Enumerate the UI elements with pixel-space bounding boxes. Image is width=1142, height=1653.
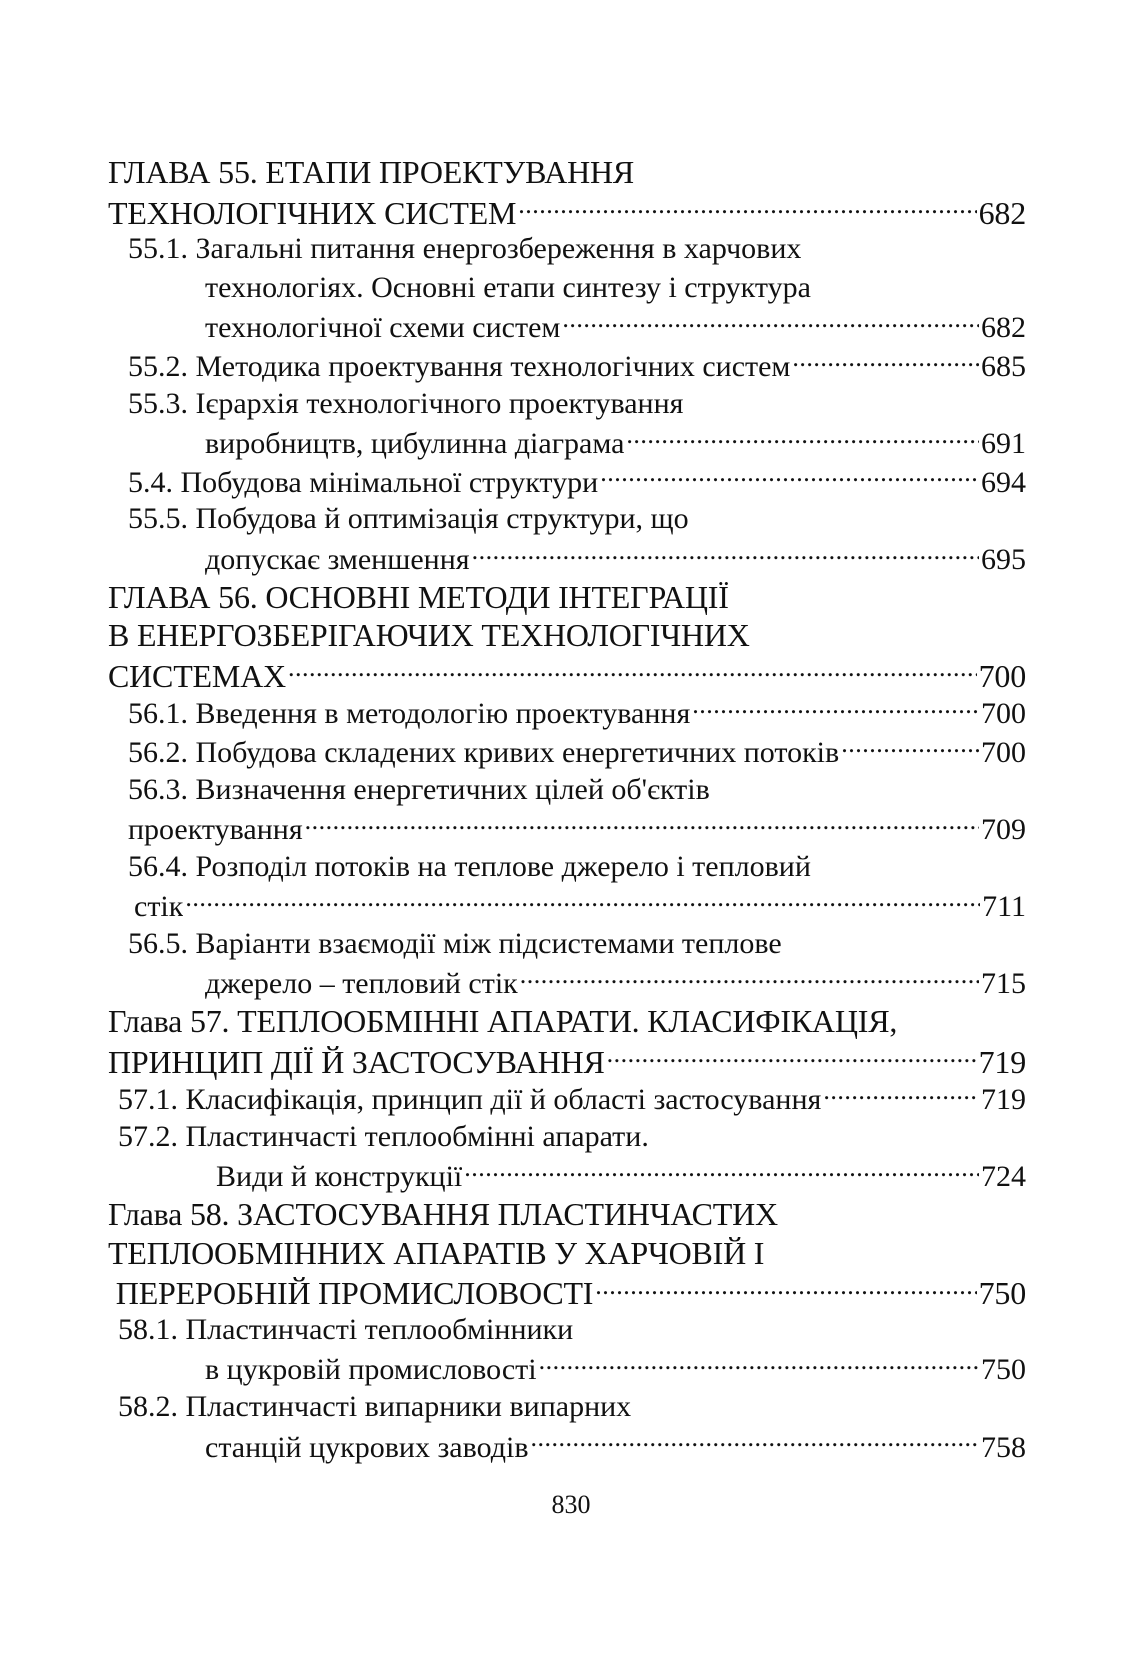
- page-ref: 700: [981, 697, 1026, 731]
- dot-leader: [183, 886, 980, 916]
- dot-leader: [593, 1272, 976, 1304]
- section-title: 56.5. Варіанти взаємодії між підсистемами теплове: [128, 926, 782, 960]
- section-title: 57.2. Пластинчасті теплообмінні апарати.: [118, 1119, 649, 1153]
- dot-leader: [537, 1349, 979, 1379]
- dot-leader: [598, 462, 979, 492]
- section-title: станцій цукрових заводів: [205, 1430, 529, 1464]
- dot-leader: [462, 1156, 979, 1186]
- page-ref: 700: [981, 735, 1026, 769]
- section-title: 57.1. Класифікація, принцип дії й області застосування: [118, 1083, 822, 1117]
- page-ref: 709: [981, 813, 1026, 847]
- chapter-title: ПЕРЕРОБНІЙ ПРОМИСЛОВОСТІ: [108, 1275, 594, 1312]
- section-title: стік: [134, 890, 184, 924]
- section-title: допускає зменшення: [205, 542, 470, 576]
- dot-leader: [821, 1079, 979, 1109]
- section-title: технологіях. Основні етапи синтезу і структура: [205, 270, 811, 304]
- page-ref: 711: [982, 890, 1026, 924]
- page-number: 830: [551, 1490, 591, 1519]
- dot-leader: [790, 346, 979, 376]
- dot-leader: [303, 809, 979, 839]
- section-title: проектування: [128, 813, 303, 847]
- section-title: Види й конструкції: [216, 1160, 463, 1194]
- section-title: в цукровій промисловості: [205, 1353, 537, 1387]
- page-ref: 700: [978, 657, 1026, 694]
- page-ref: 719: [981, 1083, 1026, 1117]
- section-title: виробництв, цибулинна діаграма: [205, 427, 625, 461]
- section-56-1: [108, 693, 1026, 732]
- section-55-3: [108, 385, 1026, 462]
- section-56-2: [108, 732, 1026, 771]
- dot-leader: [605, 1041, 977, 1073]
- section-57-2: [108, 1118, 1026, 1195]
- page-ref: 682: [981, 311, 1026, 345]
- section-title: 55.3. Ієрархія технологічного проектування: [128, 386, 684, 420]
- table-of-contents: [108, 153, 1026, 1465]
- page-ref: 685: [981, 349, 1026, 383]
- chapter-58: [108, 1195, 1026, 1311]
- page-ref: 758: [981, 1430, 1026, 1464]
- section-58-1: [108, 1311, 1026, 1388]
- page-ref: 750: [978, 1275, 1026, 1312]
- section-title: 55.5. Побудова й оптимізація структури, що: [128, 502, 689, 536]
- dot-leader: [516, 192, 976, 224]
- chapter-title: В ЕНЕРГОЗБЕРІГАЮЧИХ ТЕХНОЛОГІЧНИХ: [108, 617, 750, 654]
- chapter-title: ГЛАВА 56. ОСНОВНІ МЕТОДИ ІНТЕГРАЦІЇ: [108, 578, 729, 615]
- chapter-title: ГЛАВА 55. ЕТАПИ ПРОЕКТУВАННЯ: [108, 154, 635, 190]
- section-title: 55.1. Загальні питання енергозбереження в харчових: [128, 232, 802, 266]
- chapter-title: ТЕПЛООБМІННИХ АПАРАТІВ У ХАРЧОВІЙ І: [108, 1234, 765, 1271]
- section-55-5: [108, 500, 1026, 577]
- dot-leader: [624, 423, 979, 453]
- chapter-55: [108, 153, 1026, 230]
- dot-leader: [470, 539, 979, 569]
- section-title: технологічної схеми систем: [205, 311, 561, 345]
- section-title: 58.2. Пластинчасті випарники випарних: [118, 1390, 632, 1423]
- dot-leader: [690, 693, 979, 723]
- page-ref: 682: [978, 194, 1026, 231]
- page-ref: 715: [981, 967, 1026, 1001]
- page-ref: 695: [981, 542, 1026, 576]
- section-5-4: [108, 462, 1026, 501]
- section-56-4: [108, 848, 1026, 925]
- chapter-title: Глава 58. ЗАСТОСУВАННЯ ПЛАСТИНЧАСТИХ: [108, 1196, 778, 1233]
- section-title: 56.1. Введення в методологію проектування: [128, 697, 691, 731]
- chapter-title: ПРИНЦИП ДІЇ Й ЗАСТОСУВАННЯ: [108, 1043, 605, 1080]
- page-ref: 724: [981, 1160, 1026, 1194]
- section-56-3: [108, 771, 1026, 848]
- section-57-1: [108, 1079, 1026, 1118]
- chapter-title: ТЕХНОЛОГІЧНИХ СИСТЕМ: [108, 194, 517, 231]
- section-55-2: [108, 346, 1026, 385]
- dot-leader: [528, 1427, 979, 1457]
- chapter-57: [108, 1002, 1026, 1079]
- dot-leader: [560, 307, 979, 337]
- dot-leader: [518, 963, 979, 993]
- section-58-2: [108, 1388, 1026, 1465]
- section-title: 58.1. Пластинчасті теплообмінники: [118, 1312, 574, 1346]
- section-title: 56.2. Побудова складених кривих енергетичних потоків: [128, 735, 840, 769]
- section-title: 56.3. Визначення енергетичних цілей об'єктів: [128, 772, 710, 806]
- dot-leader: [839, 732, 979, 762]
- chapter-title: Глава 57. ТЕПЛООБМІННІ АПАРАТИ. КЛАСИФІКАЦІЯ,: [108, 1003, 898, 1040]
- chapter-56: [108, 578, 1026, 694]
- page-ref: 694: [981, 465, 1026, 499]
- section-56-5: [108, 925, 1026, 1002]
- section-title: джерело – тепловий стік: [205, 967, 518, 1001]
- dot-leader: [286, 655, 977, 687]
- section-title: 56.4. Розподіл потоків на теплове джерело і тепловий: [128, 849, 811, 883]
- section-55-1: [108, 230, 1026, 346]
- chapter-title: СИСТЕМАХ: [108, 657, 286, 694]
- section-title: 5.4. Побудова мінімальної структури: [128, 465, 599, 499]
- page-ref: 719: [978, 1043, 1026, 1080]
- page-ref: 691: [981, 427, 1026, 461]
- page-ref: 750: [981, 1353, 1026, 1387]
- section-title: 55.2. Методика проектування технологічних систем: [128, 349, 791, 383]
